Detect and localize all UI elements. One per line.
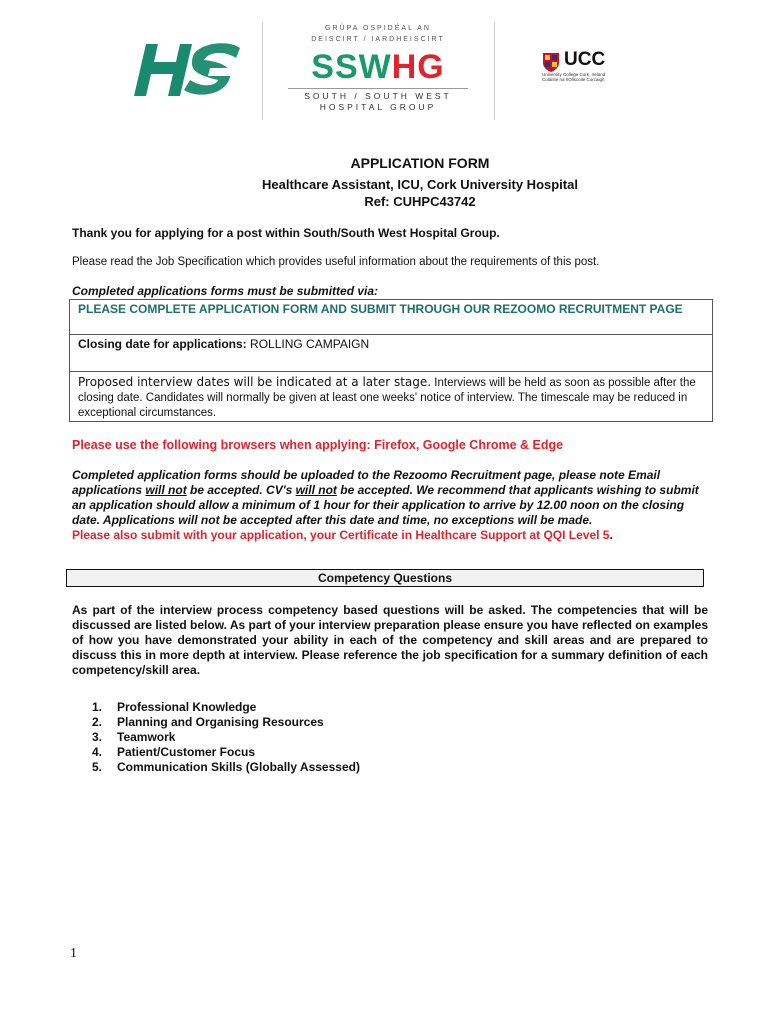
list-item bbox=[92, 760, 360, 775]
certificate-text: Please also submit with your application, your Certificate in Healthcare Support at QQI Level 5 bbox=[72, 528, 610, 542]
will-not-emphasis: will not bbox=[295, 483, 337, 497]
ucc-logo bbox=[540, 49, 630, 84]
page-number: 1 bbox=[70, 946, 77, 961]
ucc-sub-line-2: Coláiste na hOllscoile Corcaigh bbox=[542, 77, 605, 82]
upload-text-2: be accepted. CV's bbox=[186, 483, 296, 497]
ucc-sub-line bbox=[542, 72, 605, 82]
header-divider bbox=[494, 22, 495, 120]
sswhg-rule bbox=[288, 88, 468, 89]
browsers-notice: Please use the following browsers when applying: Firefox, Google Chrome & Edge bbox=[72, 438, 564, 452]
list-item-number: 3. bbox=[92, 730, 103, 744]
closing-date-row bbox=[70, 335, 712, 372]
list-item-label: Patient/Customer Focus bbox=[117, 745, 256, 759]
list-item-number: 2. bbox=[92, 715, 103, 729]
certificate-notice bbox=[72, 528, 712, 543]
competency-header: Competency Questions bbox=[66, 569, 704, 587]
rezoomo-instruction: PLEASE COMPLETE APPLICATION FORM AND SUBMIT THROUGH OUR REZOOMO RECRUITMENT PAGE bbox=[70, 300, 712, 335]
ucc-name: UCC bbox=[564, 49, 606, 70]
sswhg-name-ss: SSW bbox=[311, 48, 392, 86]
will-not-emphasis: will not bbox=[145, 483, 187, 497]
sswhg-logo bbox=[268, 22, 488, 120]
read-spec-text: Please read the Job Specification which provides useful information about the requirements of this post. bbox=[72, 256, 600, 268]
reference-number: Ref: CUHPC43742 bbox=[364, 194, 476, 209]
list-item-label: Teamwork bbox=[117, 730, 176, 744]
hse-logo-icon bbox=[132, 38, 242, 100]
ucc-sub-line-1: University College Cork, Ireland bbox=[542, 72, 606, 77]
sswhg-name-hg: HG bbox=[391, 48, 445, 86]
submitted-via-text: Completed applications forms must be submitted via: bbox=[72, 284, 379, 298]
list-item bbox=[92, 730, 360, 745]
sswhg-name bbox=[268, 48, 488, 86]
position-title: Healthcare Assistant, ICU, Cork University Hospital bbox=[262, 177, 578, 192]
competency-list bbox=[92, 700, 360, 775]
interview-details: Interviews will be held as soon as possible after the closing date. Candidates will normally be given at least one weeks' notice of interview. The timescale may be reduced in exceptional circumstances. bbox=[78, 377, 696, 419]
list-item bbox=[92, 745, 360, 760]
list-item-number: 4. bbox=[92, 745, 103, 759]
competency-paragraph: As part of the interview process competency based questions will be asked. The competencies that will be discussed are listed below. As part of your interview preparation please ensure you have reflected on examples of how you have demonstrated your ability in each of the competency and skill areas and are prepared to discuss this in more depth at interview. Please reference the job specification for a summary definition of each competency/skill area. bbox=[72, 603, 708, 677]
header-divider bbox=[262, 22, 263, 120]
sswhg-irish-line: GRÚPA OSPIDÉAL AN bbox=[325, 25, 431, 32]
list-item bbox=[92, 700, 360, 715]
list-item-number: 5. bbox=[92, 760, 103, 774]
sswhg-sub-line: SOUTH / SOUTH WEST bbox=[304, 91, 452, 101]
interview-dates-row bbox=[70, 372, 712, 421]
upload-instructions bbox=[72, 468, 704, 528]
upload-text-1: Completed application forms should be uploaded to the Rezoomo Recruitment page, please note Email applications bbox=[72, 468, 661, 497]
thanks-text: Thank you for applying for a post within South/South West Hospital Group. bbox=[72, 226, 500, 240]
list-item-label: Planning and Organising Resources bbox=[117, 715, 324, 729]
list-item bbox=[92, 715, 360, 730]
list-item-label: Professional Knowledge bbox=[117, 700, 257, 714]
sswhg-sub-line: HOSPITAL GROUP bbox=[319, 102, 437, 112]
submission-box bbox=[69, 299, 713, 422]
list-item-number: 1. bbox=[92, 700, 103, 714]
form-title: APPLICATION FORM bbox=[350, 155, 490, 171]
list-item-label: Communication Skills (Globally Assessed) bbox=[117, 760, 360, 774]
sswhg-irish-line: DEISCIRT / IARDHEISCIRT bbox=[311, 36, 445, 43]
interview-lead: Proposed interview dates will be indicated at a later stage. bbox=[78, 375, 432, 389]
certificate-period: . bbox=[609, 528, 613, 542]
ucc-crest-icon bbox=[542, 52, 560, 72]
closing-date-value: ROLLING CAMPAIGN bbox=[246, 337, 370, 351]
upload-text-3: be accepted. We recommend that applicants wishing to submit an application should allow a minimum of 1 hour for their application to arrive by 12.00 noon on the closing date. Applications will not be accepted after this date and time, no exceptions will be made. bbox=[72, 483, 699, 527]
closing-date-label: Closing date for applications: bbox=[78, 337, 247, 351]
